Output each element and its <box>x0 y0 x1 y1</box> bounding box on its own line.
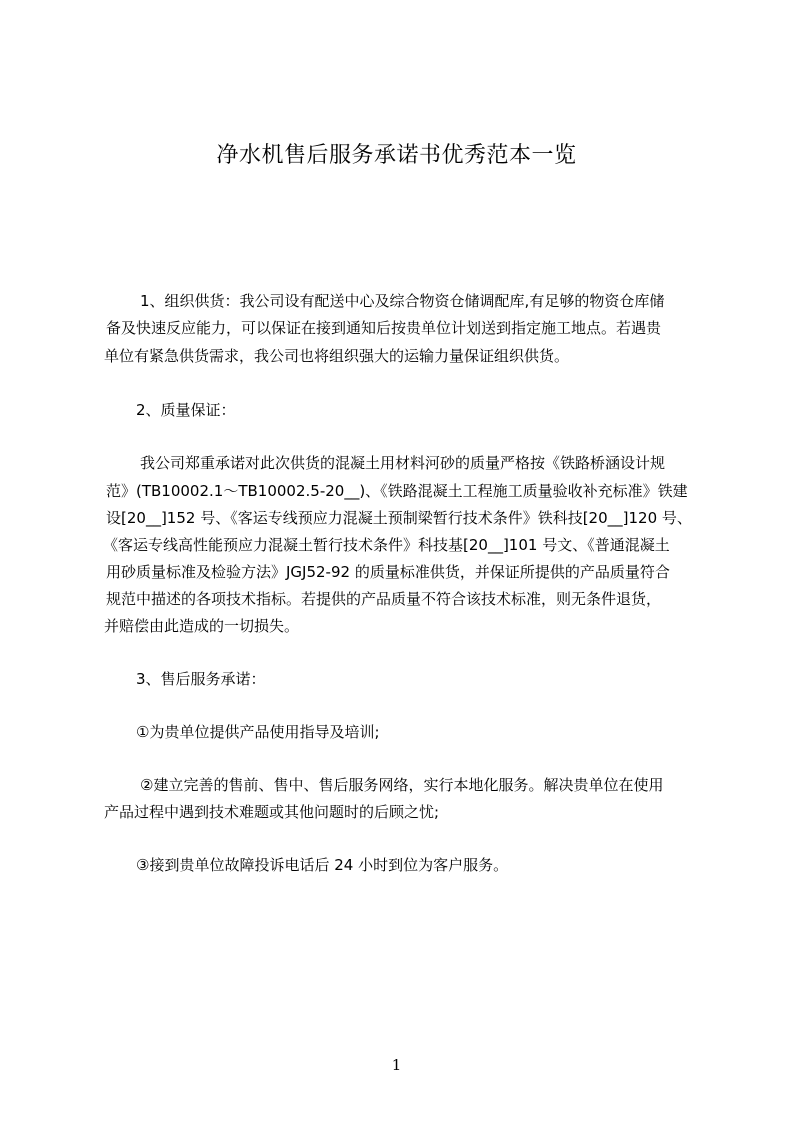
section-3-item-3: ③接到贵单位故障投诉电话后 24 小时到位为客户服务。 <box>136 856 509 874</box>
section-1-line-1: 1、组织供货：我公司设有配送中心及综合物资仓储调配库,有足够的物资仓库储 <box>140 292 665 310</box>
section-2-line-2: 范》(TB10002.1～TB10002.5-20__)、《铁路混凝土工程施工质量验收补充标准》铁建 <box>106 482 688 500</box>
section-2-line-6: 规范中描述的各项技术指标。若提供的产品质量不符合该技术标准，则无条件退货， <box>106 590 662 608</box>
section-2-line-3: 设[20__]152 号、《客运专线预应力混凝土预制梁暂行技术条件》铁科技[20__]120 号、 <box>106 509 692 527</box>
section-3-heading: 3、售后服务承诺： <box>136 670 266 688</box>
section-3-item-2-line-1: ②建立完善的售前、售中、售后服务网络，实行本地化服务。解决贵单位在使用 <box>140 776 664 794</box>
section-3-item-1: ①为贵单位提供产品使用指导及培训; <box>136 723 380 741</box>
section-1-line-3: 单位有紧急供货需求，我公司也将组织强大的运输力量保证组织供货。 <box>104 347 570 365</box>
section-2-line-5: 用砂质量标准及检验方法》JGJ52-92 的质量标准供货，并保证所提供的产品质量符合 <box>106 563 670 581</box>
document-title: 净水机售后服务承诺书优秀范本一览 <box>216 143 577 168</box>
page-number: 1 <box>391 1056 402 1074</box>
section-1-line-2: 备及快速反应能力，可以保证在接到通知后按贵单位计划送到指定施工地点。若遇贵 <box>106 319 662 337</box>
section-2-line-7: 并赔偿由此造成的一切损失。 <box>104 617 300 635</box>
section-2-heading: 2、质量保证： <box>136 401 236 419</box>
section-2-line-1: 我公司郑重承诺对此次供货的混凝土用材料河砂的质量严格按《铁路桥涵设计规 <box>140 454 666 472</box>
section-2-line-4: 《客运专线高性能预应力混凝土暂行技术条件》科技基[20__]101 号文、《普通混凝土 <box>103 536 670 554</box>
section-3-item-2-line-2: 产品过程中遇到技术难题或其他问题时的后顾之忧; <box>104 803 440 821</box>
